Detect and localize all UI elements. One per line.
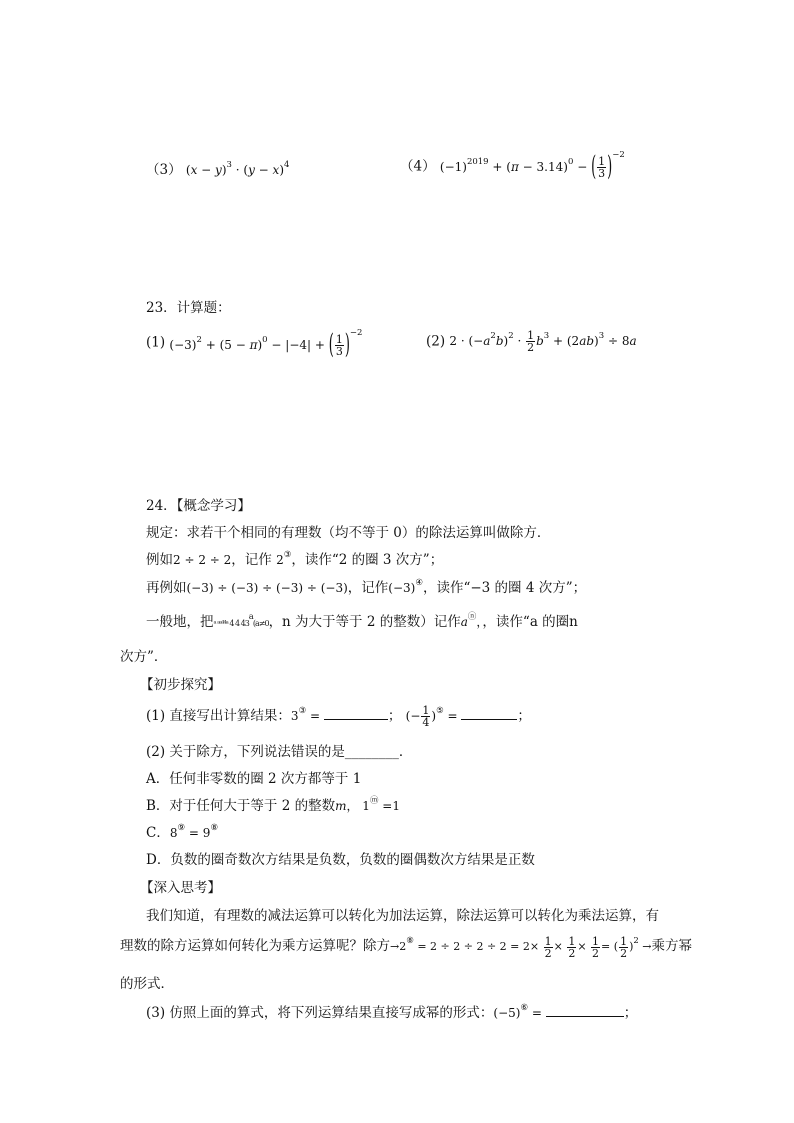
q24-general-garbled-formula: ᵃ ᵃᵃ⁴⁴ᵃ 4 4 $43^a(a\ne 0$: [213, 612, 269, 628]
q24-option-c: [146, 821, 218, 841]
q23-part1-expr: $(-3)^2 + (5 - \pi)^0 - |-4|$ + ( $\frac{1}{3}$ )$^{-2}$: [169, 328, 363, 362]
q23-part1: [146, 328, 363, 362]
q24-deep-line3: 的形式．: [120, 976, 174, 992]
q24-deep-line2-expr: →2⑧ = 2 ÷ 2 ÷ 2 ÷ 2 = 2× $\frac{1}{2}$ × $\frac{1}{2}$ × $\frac{1}{2}$ = ( $\frac{1}{2}$ )$^2$ →: [390, 934, 652, 960]
q24-option-b-expr: m， 1ⓜ =1: [335, 796, 400, 813]
q24-rule: 规定：求若干个相同的有理数（均不等于 0）的除法运算叫做除方．: [146, 525, 551, 541]
q24-explore-1-b: (− $\frac{1}{4}$ )⑤ =: [405, 704, 462, 729]
q22-part3: [146, 158, 289, 178]
q22-part4-label: （4）: [400, 158, 436, 175]
q23-part2: [426, 330, 637, 353]
q24-general: [146, 610, 578, 630]
answer-blank-1[interactable]: [324, 707, 388, 720]
q24-general-pre: 一般地，把: [146, 614, 214, 630]
q24-title: 24．【概念学习】: [146, 498, 251, 514]
answer-blank-2[interactable]: [461, 707, 517, 720]
q24-explore-2: (2) 关于除方，下列说法错误的是________．: [146, 744, 413, 760]
q24-example2-expr: (−3) ÷ (−3) ÷ (−3) ÷ (−3): [186, 581, 348, 595]
q24-general-post: ，读作“a 的圈n: [482, 614, 578, 630]
q23-part2-label: (2): [426, 333, 446, 350]
q24-example2-post: ，读作“−3 的圈 4 次方”；: [422, 580, 587, 596]
q23-title: 23．计算题：: [146, 300, 231, 316]
q24-explore-1: (1) 直接写出计算结果：3③ = ； (− $\frac{1}{4}$ )⑤ = ；: [146, 704, 531, 729]
q24-example2-pre: 再例如: [146, 580, 187, 596]
q24-deep-line2: [120, 934, 692, 959]
q24-example1-pre: 例如: [146, 552, 173, 568]
q24-example2-notation: (−3)④: [388, 578, 423, 595]
q24-general-mid: ，n 为大于等于 2 的整数）记作: [268, 614, 461, 630]
q24-explore-3: (3) 仿照上面的算式，将下列运算结果直接写成幂的形式：(−5)⑥ = ；: [146, 1003, 638, 1021]
q24-option-d: D．负数的圈奇数次方结果是负数，负数的圈偶数次方结果是正数: [146, 852, 535, 868]
q24-example2-mid: ，记作: [347, 580, 389, 596]
q22-part4-expr: $(-1)^{2019} + (\pi - 3.14)^0$ − ( $\frac{1}{3}$ )$^{-2}$: [439, 150, 625, 184]
q22-part3-label: （3）: [146, 162, 182, 178]
q24-deep-line2-post: 乘方幂: [651, 938, 692, 954]
q24-example2: [146, 576, 586, 596]
q24-explore-title: 【初步探究】: [140, 677, 221, 693]
q24-deep-line1: 我们知道，有理数的减法运算可以转化为加法运算，除法运算可以转化为乘法运算，有: [146, 908, 659, 924]
q24-option-c-expr: 8⑨ = 9⑧: [169, 823, 219, 840]
q24-example1-notation: 2③: [276, 550, 292, 567]
q24-example1-mid: ，记作: [231, 552, 272, 568]
q24-deep-title: 【深入思考】: [140, 880, 221, 896]
q24-example1-expr: 2 ÷ 2 ÷ 2: [173, 553, 232, 567]
q23-part2-expr: $2 \cdot (-a^2b)^2$ · $\frac{1}{2}$ $b^3 + (2ab)^3 \div 8a$: [449, 329, 637, 354]
q24-deep-line2-pre: 理数的除方运算如何转化为乘方运算呢？除方: [120, 938, 390, 954]
q22-part4: [400, 150, 625, 184]
q24-explore-3-text: (3) 仿照上面的算式，将下列运算结果直接写成幂的形式：: [146, 1005, 494, 1021]
q24-option-a: A．任何非零数的圈 2 次方都等于 1: [146, 771, 362, 787]
q24-option-b-text: B．对于任何大于等于 2 的整数: [146, 798, 336, 814]
q23-part1-label: (1): [146, 334, 166, 351]
q24-general-notation: aⓝ，: [460, 612, 483, 629]
answer-blank-3[interactable]: [546, 1004, 624, 1017]
q24-example1-post: ，读作“2 的圈 3 次方”；: [291, 552, 444, 568]
q24-example1: [146, 548, 443, 568]
q22-part3-expr: $(x - y)^3 \cdot (y - x)^4$: [185, 160, 290, 177]
q24-explore-1-text: (1) 直接写出计算结果：: [146, 708, 291, 724]
q24-option-c-text: C．: [146, 825, 170, 841]
q24-explore-1-a: 3③ =: [290, 706, 324, 723]
q24-option-b: [146, 794, 400, 814]
q24-explore-3-expr: (−5)⑥ =: [493, 1003, 546, 1020]
q24-general-line2: 次方”．: [120, 649, 168, 665]
